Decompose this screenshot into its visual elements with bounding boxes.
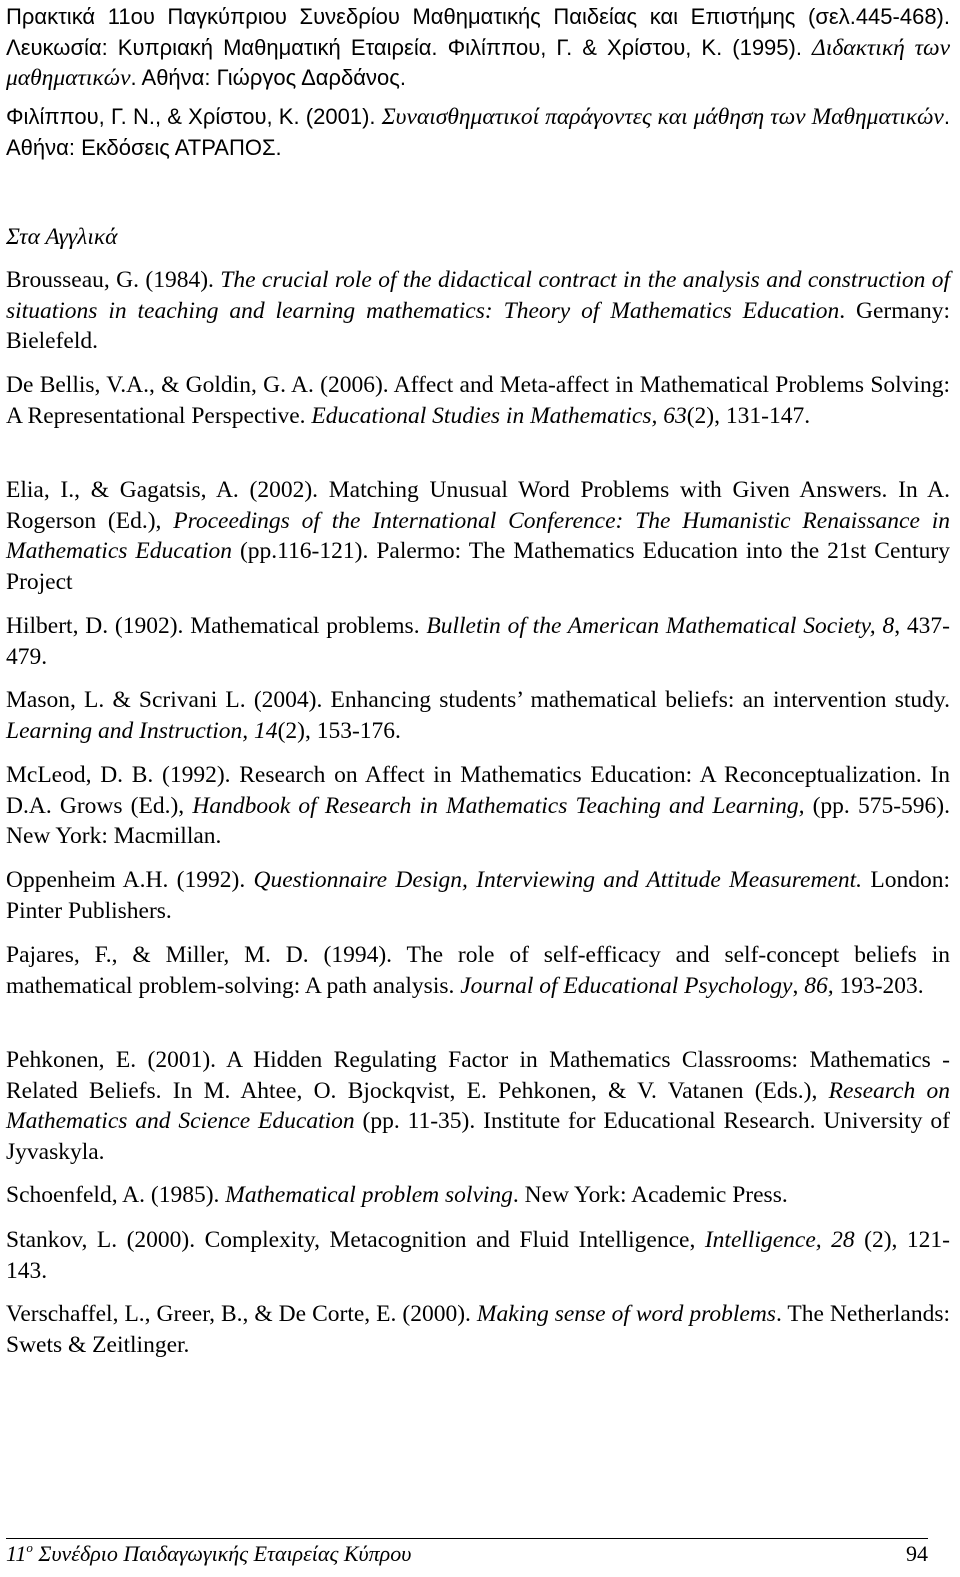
reference-mason: [6, 685, 950, 746]
ref-text: (pp. 11-35). Institute for Educational Research. University of Jyvaskyla.: [6, 1108, 950, 1165]
reference-pehkonen: [6, 1045, 950, 1167]
ref-title: Handbook of Research in Mathematics Teaching and Learning,: [192, 792, 805, 819]
ref-text: Verschaffel, L., Greer, B., & De Corte, E. (2000).: [6, 1301, 477, 1327]
ref-text: Πρακτικά 11ου Παγκύπριου Συνεδρίου Μαθηματικής Παιδείας και Επιστήμης (σελ.445-468). Λευκωσία: Κυπριακή Μαθηματική Εταιρεία. Φιλίππου, Γ. & Χρίστου, Κ. (1995).: [6, 4, 950, 60]
footer-conf-number: 11: [6, 1541, 27, 1566]
ref-volume: 86,: [804, 972, 834, 999]
reference-schoenfeld: [6, 1180, 950, 1211]
ref-text: London: Pinter Publishers.: [6, 867, 950, 924]
ref-text: . Αθήνα: Γιώργος Δαρδάνος.: [130, 65, 406, 90]
ref-title: Mathematical problem solving: [225, 1182, 513, 1208]
ref-text: . Germany: Bielefeld.: [6, 297, 950, 354]
ref-text: Brousseau, G. (1984).: [6, 267, 221, 293]
ref-text: . Αθήνα: Εκδόσεις ΑΤΡΑΠΟΣ.: [6, 104, 950, 160]
ref-text: Hilbert, D. (1902). Mathematical problems.: [6, 613, 427, 639]
ref-journal: Learning and Instruction, 14: [6, 717, 278, 744]
ref-text: ,: [792, 972, 805, 999]
ref-title: The crucial role of the didactical contract in the analysis and construction of situations in teaching and learning mathematics: Theory of Mathematics Education: [6, 267, 950, 324]
reference-pajares: [6, 940, 950, 1001]
footer-conf-ordinal: ο: [26, 1540, 33, 1555]
ref-text: . The Netherlands: Swets & Zeitlinger.: [6, 1301, 950, 1358]
reference-debellis: [6, 370, 950, 431]
ref-journal: Intelligence, 28: [704, 1227, 855, 1253]
ref-title: Research on Mathematics and Science Education: [6, 1077, 950, 1134]
ref-text: McLeod, D. B. (1992). Research on Affect in Mathematics Education: A Reconceptualization. In D.A. Grows (Ed.),: [6, 762, 950, 819]
ref-title: Questionnaire Design, Interviewing and Attitude Measurement.: [253, 867, 863, 893]
ref-text: Stankov, L. (2000). Complexity, Metacognition and Fluid Intelligence,: [6, 1227, 705, 1253]
ref-journal: Bulletin of the American Mathematical Society, 8: [426, 613, 895, 639]
ref-text: . New York: Academic Press.: [512, 1182, 788, 1208]
ref-text: Mason, L. & Scrivani L. (2004). Enhancing students’ mathematical beliefs: an intervention study.: [6, 687, 950, 713]
reference-oppenheim: [6, 865, 950, 926]
ref-journal: Journal of Educational Psychology: [460, 972, 793, 999]
ref-text: Elia, I., & Gagatsis, A. (2002). Matching Unusual Word Problems with Given Answers. In A. Rogerson (Ed.),: [6, 477, 950, 534]
footer-conf-text: Συνέδριο Παιδαγωγικής Εταιρείας Κύπρου: [32, 1541, 412, 1566]
ref-text: Φιλίππου, Γ. Ν., & Χρίστου, Κ. (2001).: [6, 104, 382, 129]
reference-mcleod: [6, 760, 950, 852]
ref-text: (pp.116-121). Palermo: The Mathematics Education into the 21st Century Project: [6, 538, 950, 595]
ref-title: Proceedings of the International Conference: The Humanistic Renaissance in Mathematics Education: [6, 507, 950, 564]
ref-text: (pp. 575-596). New York: Macmillan.: [6, 792, 950, 849]
reference-brousseau: [6, 265, 950, 357]
reference-verschaffel: [6, 1299, 950, 1360]
ref-text: (2), 121-143.: [6, 1227, 950, 1284]
ref-journal: Educational Studies in Mathematics, 63: [311, 402, 687, 429]
ref-title: Συναισθηματικοί παράγοντες και μάθηση των Μαθηματικών: [381, 104, 944, 130]
reference-elia: [6, 475, 950, 597]
footer-divider: [6, 1538, 928, 1539]
ref-text: De Bellis, V.A., & Goldin, G. A. (2006). Affect and Meta-affect in Mathematical Problems Solving: A Representational Perspective.: [6, 372, 950, 429]
ref-text: Schoenfeld, A. (1985).: [6, 1182, 226, 1208]
section-heading-english: Στα Αγγλικά: [6, 224, 118, 250]
footer-conference-title: [6, 1540, 411, 1568]
ref-text: (2), 153-176.: [277, 717, 401, 744]
ref-text: (2), 131-147.: [686, 402, 811, 429]
ref-text: Pajares, F., & Miller, M. D. (1994). The role of self-efficacy and self-concept beliefs in mathematical problem-solving: A path analysis.: [6, 942, 950, 999]
greek-reference-philippou-2001: [6, 102, 950, 163]
ref-text: 193-203.: [833, 972, 924, 999]
reference-stankov: [6, 1225, 950, 1286]
ref-title: Making sense of word problems: [476, 1301, 776, 1327]
ref-title: Διδακτική των μαθηματικών: [6, 34, 951, 91]
page-number: 94: [906, 1541, 928, 1566]
ref-text: Pehkonen, E. (2001). A Hidden Regulating Factor in Mathematics Classrooms: Mathematics -Related Beliefs. In M. Ahtee, O. Bjockqvist, E. Pehkonen, & V. Vatanen (Eds.),: [6, 1047, 950, 1104]
greek-reference-philippou-1995: [6, 2, 950, 94]
ref-text: , 437-479.: [6, 613, 951, 670]
reference-hilbert: [6, 611, 950, 672]
ref-text: Oppenheim A.H. (1992).: [6, 867, 254, 893]
